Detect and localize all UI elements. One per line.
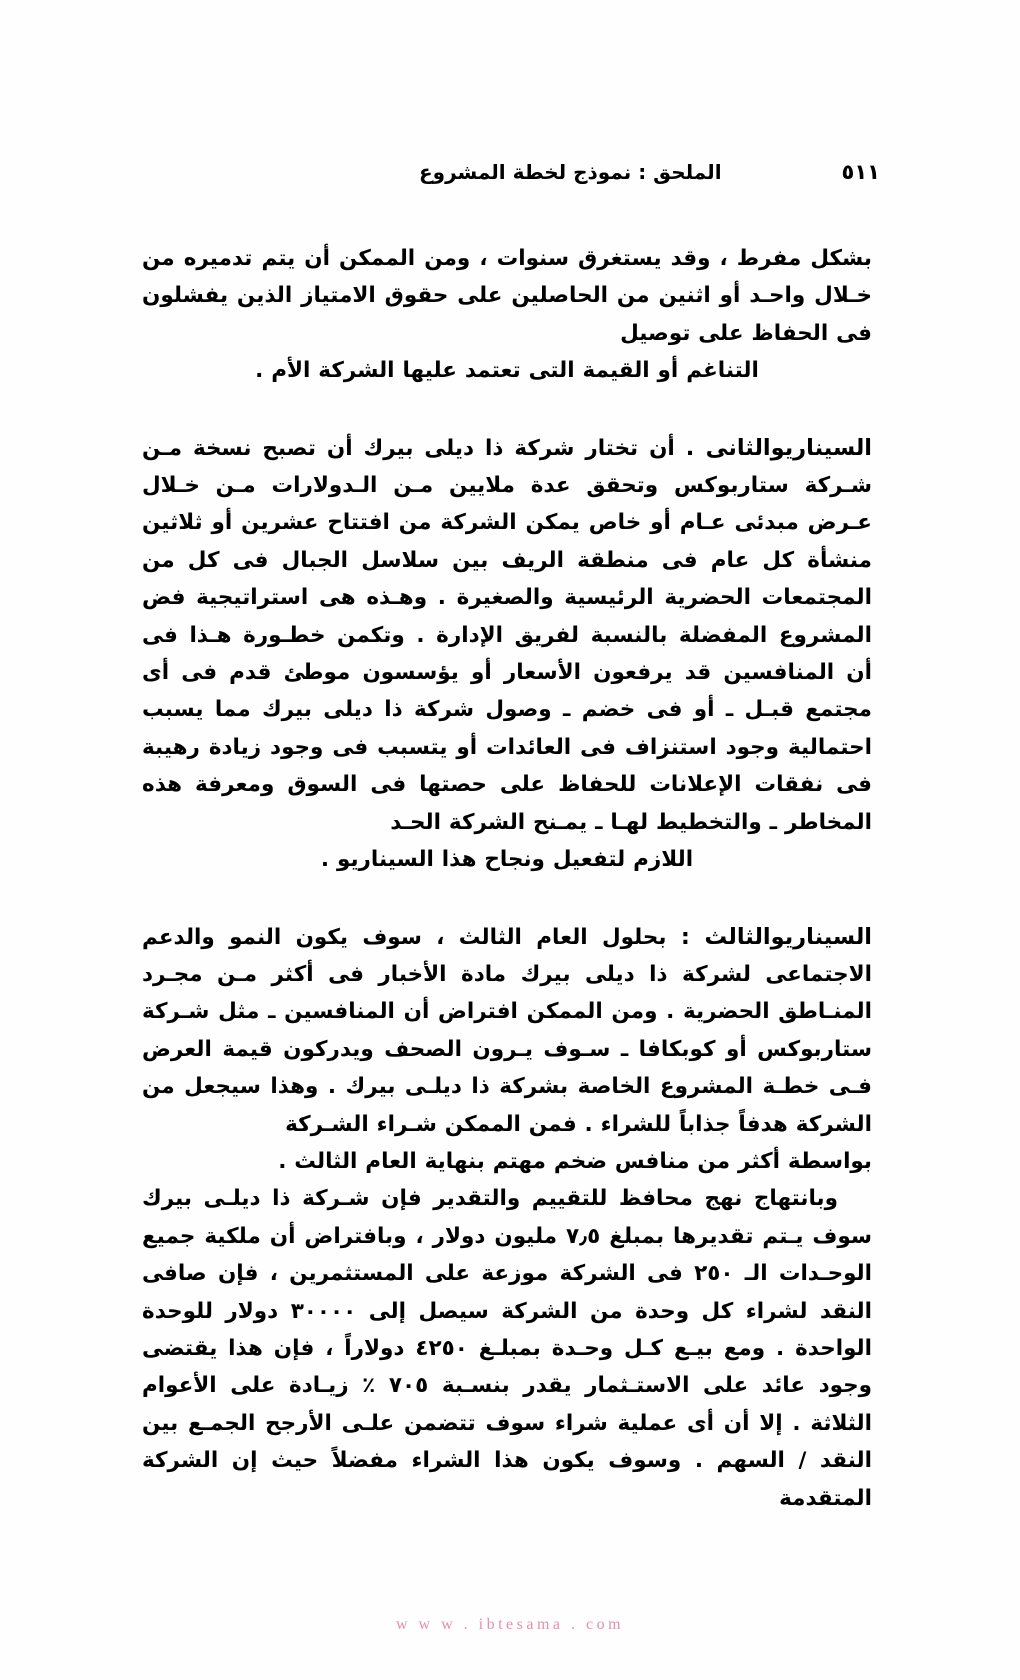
scenario-two-heading: السيناريوالثانى . bbox=[685, 434, 872, 461]
valuation-paragraph: وبانتهاج نهج محافظ للتقييم والتقدير فإن شـركة ذا ديلـى بيرك سوف يـتم تقديرها بمبلغ ٧٫٥ مليون دولار ، وبافتراض أن ملكية جميع الوحـدات الـ ٢٥٠ فى الشركة موزعة على المستثمرين ، فإن صافى النقد لشراء كل وحدة من الشركة سيصل إلى ٣٠٠٠٠ دولار للوحدة الواحدة . ومع بيـع كـل وحـدة بمبلـغ ٤٢٥٠ دولاراً ، فإن هذا يقتضى وجود عائد على الاستـثمار يقدر بنسـبة ٧٠٥ ٪ زيـادة على الأعوام الثلاثة . إلا أن أى عملية شراء سوف تتضمن علـى الأرجح الجمـع بين النقد / السهم . وسوف يكون هذا الشراء مفضلاً حيث إن الشركة المتقدمة bbox=[142, 1186, 873, 1511]
scenario-three-paragraph bbox=[142, 919, 872, 1181]
site-watermark: w w w . ibtesama . com bbox=[395, 1616, 625, 1633]
running-head bbox=[140, 160, 880, 194]
scenario-three-text: بحلول العام الثالث ، سوف يكون النمو والدعم الاجتماعى لشركة ذا ديلى بيرك مادة الأخبار فى أكثر مـن مجـرد المنـاطق الحضرية . ومن الممكن افتراض أن المنافسين ـ مثل شـركة ستاربوكس أو كوبكافا ـ سـوف يـرون الصحف ويدركون قيمة العرض فـى خطـة المشروع الخاصة بشركة ذا ديلـى بيرك . وهذا سيجعل من الشركة هدفاً جذاباً للشراء . فمن الممكن شـراء الشـركة bbox=[142, 924, 872, 1137]
running-head-title: الملحق : نموذج لخطة المشروع bbox=[418, 160, 722, 184]
scenario-two-paragraph bbox=[142, 430, 872, 879]
page-number: ٥١١ bbox=[841, 160, 880, 184]
scenario-three-heading: السيناريوالثالث : bbox=[680, 923, 872, 950]
paragraph-continuation-text: بشكل مفرط ، وقد يستغرق سنوات ، ومن الممكن أن يتم تدميره من خـلال واحـد أو اثنين من الحاصلين على حقوق الامتياز الذين يفشلون فى الحفاظ على توصيل bbox=[142, 246, 872, 346]
scenario-three-tail: بواسطة أكثر من منافس ضخم مهتم بنهاية العام الثالث . bbox=[278, 1148, 872, 1174]
paragraph-continuation-tail: التناغم أو القيمة التى تعتمد عليها الشركة الأم . bbox=[255, 358, 759, 384]
paragraph-continuation bbox=[142, 240, 872, 390]
scenario-two-tail: اللازم لتفعيل ونجاح هذا السيناريو . bbox=[320, 847, 694, 873]
scenario-two-text: أن تختار شركة ذا ديلى بيرك أن تصبح نسخة مـن شـركة ستاربوكس وتحقق عدة ملايين مـن الـدولارات مـن خـلال عـرض مبدئى عـام أو خاص يمكن الشركة من افتتاح عشرين أو ثلاثين منشأة كل عام فى منطقة الريف بين سلاسل الجبال فى كل من المجتمعات الحضرية الرئيسية والصغيرة . وهـذه هى استراتيجية فض المشروع المفضلة بالنسبة لفريق الإدارة . وتكمن خطـورة هـذا فى أن المنافسين قد يرفعون الأسعار أو يؤسسون موطئ قدم فى أى مجتمع قبـل ـ أو فى خضم ـ وصول شركة ذا ديلى بيرك مما يسبب احتمالية وجود استنزاف فى العائدات أو يتسبب فى وجود زيادة رهيبة فى نفقات الإعلانات للحفاظ على حصتها فى السوق ومعرفة هذه المخاطر ـ والتخطيط لهـا ـ يمـنح الشركة الحـد bbox=[142, 435, 872, 835]
text-column bbox=[142, 240, 872, 1517]
